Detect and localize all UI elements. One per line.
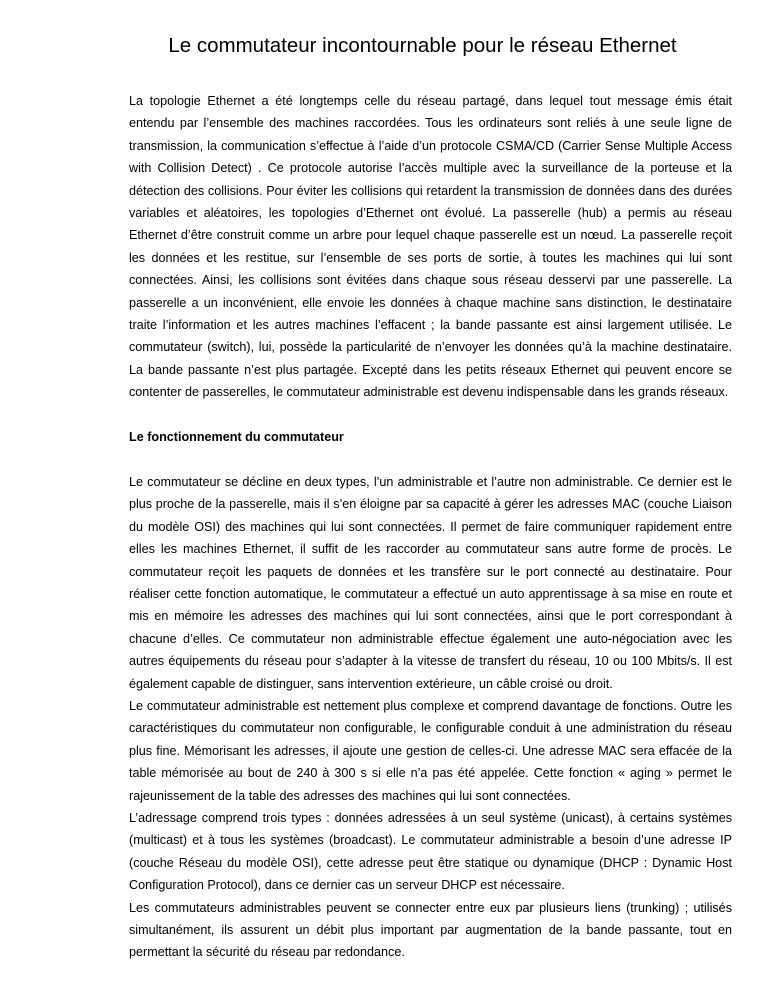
document-page bbox=[129, 32, 732, 964]
document-title: Le commutateur incontournable pour le réseau Ethernet bbox=[168, 34, 677, 57]
spacer bbox=[129, 404, 732, 426]
body-paragraph-2: Le commutateur administrable est nettement plus complexe et comprend davantage de fonctions. Outre les caractéristiques du commutateur non configurable, le configurable conduit à une administration du réseau plus fine. Mémorisant les adresses, il ajoute une gestion de celles-ci. Une adresse MAC sera effacée de la table mémorisée au bout de 240 à 300 s si elle n’a pas été appelée. Cette fonction « aging » permet le rajeunissement de la table des adresses des machines qui lui sont connectées. bbox=[129, 698, 732, 803]
body-paragraph-3: L’adressage comprend trois types : données adressées à un seul système (unicast), à certains systèmes (multicast) et à tous les systèmes (broadcast). Le commutateur administrable a besoin d’une adresse IP (couche Réseau du modèle OSI), cette adresse peut être statique ou dynamique (DHCP : Dynamic Host Configuration Protocol), dans ce dernier cas un serveur DHCP est nécessaire. bbox=[129, 810, 732, 893]
body-paragraph-1: Le commutateur se décline en deux types, l’un administrable et l’autre non administrable. Ce dernier est le plus proche de la passerelle, mais il s’en éloigne par sa capacité à gérer les adresses MAC (couche Liaison du modèle OSI) des machines qui lui sont connectées. Il permet de faire communiquer rapidement entre elles les machines Ethernet, il suffit de les raccorder au commutateur sans autre forme de procès. Le commutateur reçoit les paquets de données et les transfère sur le port connecté au destinataire. Pour réaliser cette fonction automatique, le commutateur a effectué un auto apprentissage à sa mise en route et mis en mémoire les adresses des machines qui lui sont connectées, ainsi que le port correspondant à chacune d’elles. Ce commutateur non administrable effectue également une auto-négociation avec les autres équipements du réseau pour s’adapter à la vitesse de transfert du réseau, 10 ou 100 Mbits/s. Il est également capable de distinguer, sans intervention extérieure, un câble croisé ou droit. bbox=[129, 474, 732, 691]
body-paragraph-4: Les commutateurs administrables peuvent se connecter entre eux par plusieurs liens (trunking) ; utilisés simultanément, ils assurent un débit plus important par augmentation de la bande passante, tout en permettant la sécurité du réseau par redondance. bbox=[129, 900, 732, 960]
spacer bbox=[129, 448, 732, 470]
intro-paragraph: La topologie Ethernet a été longtemps celle du réseau partagé, dans lequel tout message émis était entendu par l’ensemble des machines raccordées. Tous les ordinateurs sont reliés à une seule ligne de transmission, la communication s’effectue à l’aide d’un protocole CSMA/CD (Carrier Sense Multiple Access with Collision Detect) . Ce protocole autorise l’accès multiple avec la surveillance de la porteuse et la détection des collisions. Pour éviter les collisions qui retardent la transmission de données dans des durées variables et aléatoires, les topologies d’Ethernet ont évolué. La passerelle (hub) a permis au réseau Ethernet d’être construit comme un arbre pour lequel chaque passerelle est un nœud. La passerelle reçoit les données et les restitue, sur l’ensemble de ses ports de sortie, à toutes les machines qui lui sont connectées. Ainsi, les collisions sont évitées dans chaque sous réseau desservi par une passerelle. La passerelle a un inconvénient, elle envoie les données à chaque machine sans distinction, le destinataire traite l’information et les autres machines l’effacent ; la bande passante est ainsi largement utilisée. Le commutateur (switch), lui, possède la particularité de n’envoyer les données qu’à la machine destinataire. La bande passante n’est plus partagée. Excepté dans les petits réseaux Ethernet qui peuvent encore se contenter de passerelles, le commutateur administrable est devenu indispensable dans les grands réseaux. bbox=[129, 94, 732, 400]
section-heading: Le fonctionnement du commutateur bbox=[129, 430, 344, 445]
